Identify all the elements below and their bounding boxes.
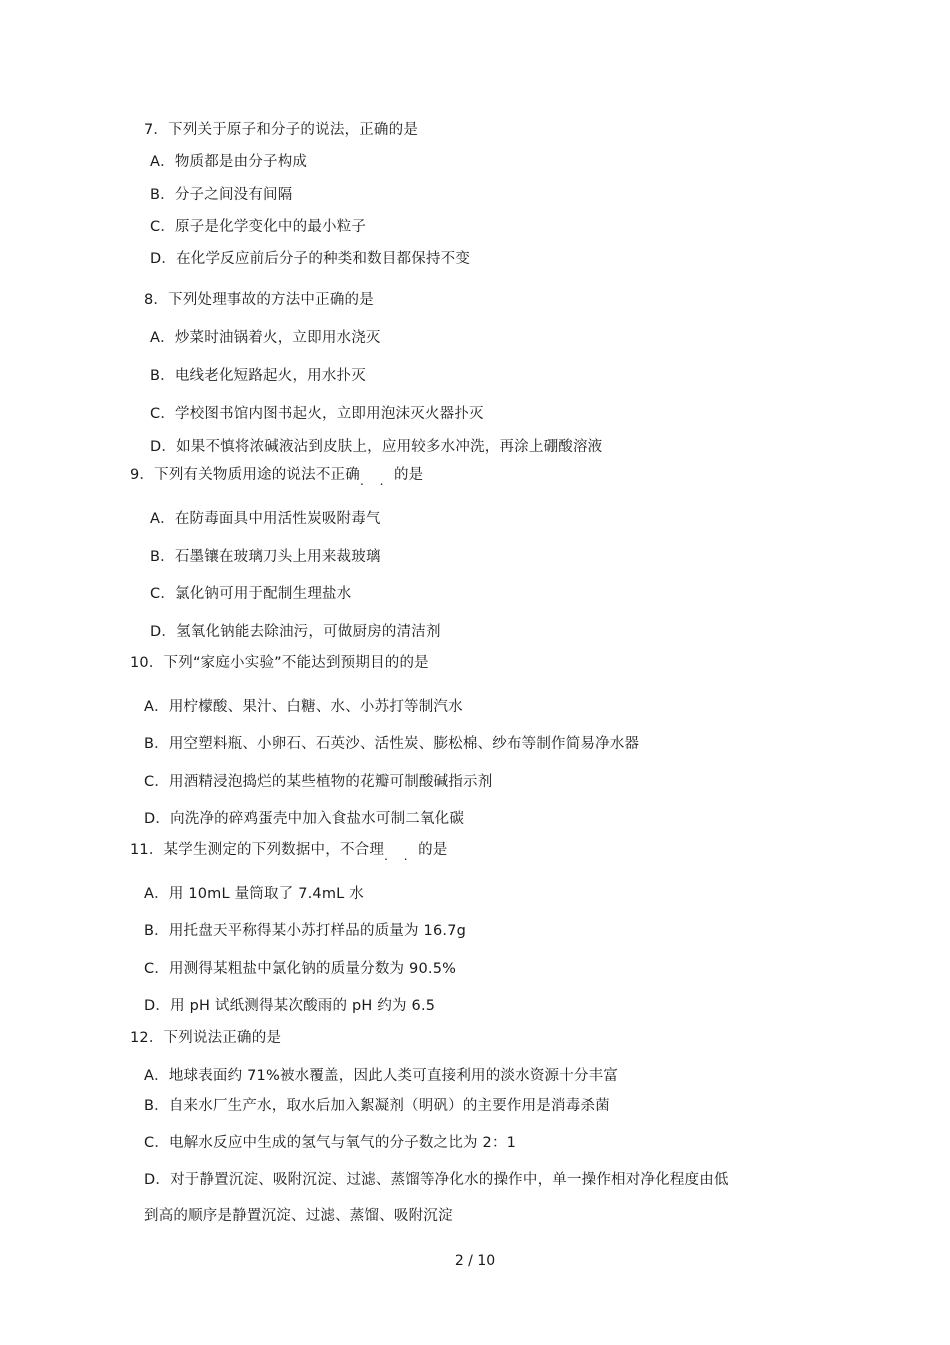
question-11-stem-text: 11．某学生测定的下列数据中，不合理 — [130, 842, 385, 858]
question-12-option-d: D．对于静置沉淀、吸附沉淀、过滤、蒸馏等净化水的操作中，单一操作相对净化程度由低 — [144, 1172, 729, 1188]
question-10-option-a: A．用柠檬酸、果汁、白糖、水、小苏打等制汽水 — [144, 699, 463, 715]
question-8-option-c: C．学校图书馆内图书起火，立即用泡沫灭火器扑灭 — [150, 406, 484, 422]
question-9-option-d: D．氢氧化钠能去除油污，可做厨房的清洁剂 — [150, 624, 441, 640]
emphasis-dots: . . — [359, 474, 390, 488]
question-12-option-a: A．地球表面约 71%被水覆盖，因此人类可直接利用的淡水资源十分丰富 — [144, 1068, 619, 1084]
question-11-stem-suffix: 的是 — [418, 842, 448, 858]
page-number: 2 / 10 — [454, 1253, 496, 1269]
question-10-option-d: D．向洗净的碎鸡蛋壳中加入食盐水可制二氧化碳 — [144, 811, 465, 827]
question-12-stem: 12．下列说法正确的是 — [130, 1030, 282, 1046]
question-7-option-d: D．在化学反应前后分子的种类和数目都保持不变 — [150, 251, 471, 267]
question-10-stem: 10．下列“家庭小实验”不能达到预期目的的是 — [130, 655, 429, 671]
question-8-option-b: B．电线老化短路起火，用水扑灭 — [150, 368, 366, 384]
question-11-stem — [130, 841, 448, 863]
question-9-stem — [130, 466, 424, 488]
question-7-option-a: A．物质都是由分子构成 — [150, 154, 308, 170]
question-11-option-b: B．用托盘天平称得某小苏打样品的质量为 16.7g — [144, 923, 467, 939]
question-11-option-c: C．用测得某粗盐中氯化钠的质量分数为 90.5% — [144, 961, 457, 977]
question-12-option-c: C．电解水反应中生成的氢气与氧气的分子数之比为 2：1 — [144, 1135, 517, 1151]
question-9-stem-suffix: 的是 — [393, 467, 424, 483]
question-9-option-c: C．氯化钠可用于配制生理盐水 — [150, 586, 352, 602]
question-12-option-d-continued: 到高的顺序是静置沉淀、过滤、蒸馏、吸附沉淀 — [144, 1208, 453, 1224]
question-11-option-a: A．用 10mL 量筒取了 7.4mL 水 — [144, 886, 364, 902]
question-9-option-b: B．石墨镶在玻璃刀头上用来裁玻璃 — [150, 549, 381, 565]
question-8-option-d: D．如果不慎将浓碱液沾到皮肤上，应用较多水冲洗，再涂上硼酸溶液 — [150, 439, 603, 455]
question-9-stem-text: 9．下列有关物质用途的说法不正确 — [130, 467, 360, 483]
question-8-stem: 8．下列处理事故的方法中正确的是 — [144, 292, 374, 308]
question-12-option-b: B．自来水厂生产水，取水后加入絮凝剂（明矾）的主要作用是消毒杀菌 — [144, 1098, 610, 1114]
question-7-option-b: B．分子之间没有间隔 — [150, 187, 293, 203]
question-10-option-c: C．用酒精浸泡捣烂的某些植物的花瓣可制酸碱指示剂 — [144, 774, 493, 790]
question-7-option-c: C．原子是化学变化中的最小粒子 — [150, 219, 367, 235]
question-11-option-d: D．用 pH 试纸测得某次酸雨的 pH 约为 6.5 — [144, 998, 436, 1014]
question-8-option-a: A．炒菜时油锅着火，立即用水浇灭 — [150, 330, 381, 346]
question-7-stem: 7．下列关于原子和分子的说法，正确的是 — [144, 122, 419, 138]
question-10-option-b: B．用空塑料瓶、小卵石、石英沙、活性炭、膨松棉、纱布等制作简易净水器 — [144, 736, 640, 752]
emphasis-dots: . . — [384, 849, 414, 863]
question-9-option-a: A．在防毒面具中用活性炭吸附毒气 — [150, 511, 381, 527]
